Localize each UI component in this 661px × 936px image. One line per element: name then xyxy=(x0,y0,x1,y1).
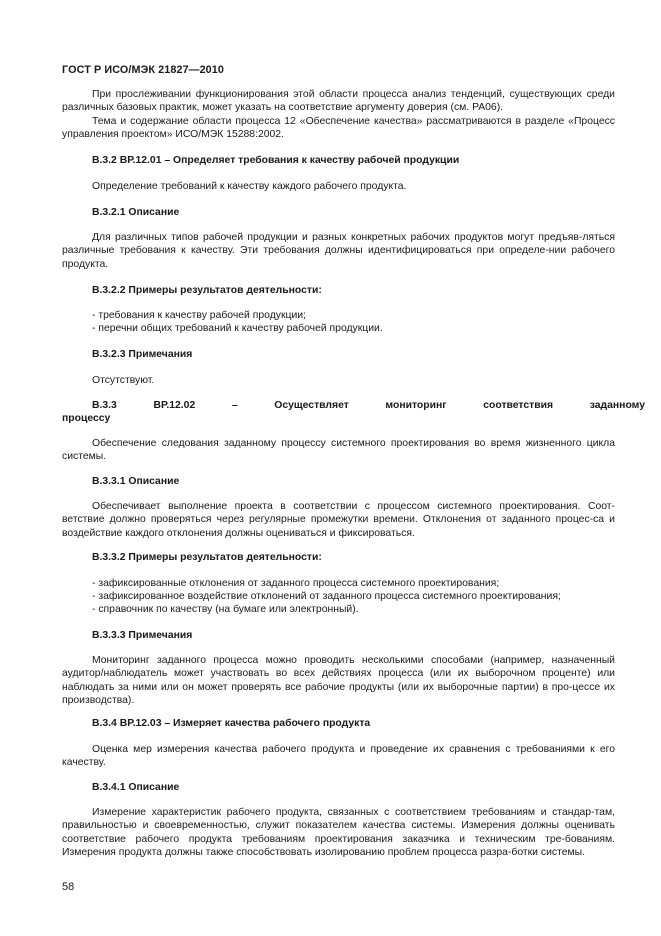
list-item: - требования к качеству рабочей продукции; xyxy=(92,310,306,321)
heading-b34: В.3.4 ВР.12.03 – Измеряет качества рабочего продукта xyxy=(92,718,371,729)
heading-b33: В.3.3 ВР.12.02 – Осуществляет мониторинг соответствия заданному xyxy=(92,400,645,411)
paragraph-b33: Обеспечение следования заданному процессу системного проектирования во время жизненного цикла системы. xyxy=(62,438,615,463)
heading-b33-continued: процессу xyxy=(62,413,111,424)
document-header: ГОСТ Р ИСО/МЭК 21827—2010 xyxy=(62,64,224,76)
list-item: - перечни общих требований к качеству рабочей продукции. xyxy=(92,323,383,334)
heading-b32: В.3.2 ВР.12.01 – Определяет требования к качеству рабочей продукции xyxy=(92,155,460,166)
heading-b322: В.3.2.2 Примеры результатов деятельности: xyxy=(92,285,322,296)
heading-b323: В.3.2.3 Примечания xyxy=(92,349,193,360)
heading-b332: В.3.3.2 Примеры результатов деятельности: xyxy=(92,552,322,563)
heading-b341: В.3.4.1 Описание xyxy=(92,782,180,793)
list-item: - зафиксированное воздействие отклонений от заданного процесса системного проектирования; xyxy=(92,591,561,602)
paragraph-b32: Определение требований к качеству каждого рабочего продукта. xyxy=(92,181,407,192)
list-item: - зафиксированные отклонения от заданного процесса системного проектирования; xyxy=(92,578,500,589)
paragraph-b333: Мониторинг заданного процесса можно проводить несколькими способами (например, назначенный аудитор/наблюдатель может участвовать во всех действиях процесса (или их выборочном проценте) или наблюдать за ними или он может проверять все рабочие продукты (или их выборочные партии) в про-цессе их производства). xyxy=(62,655,615,707)
paragraph-trend-analysis: При прослеживании функционирования этой области процесса анализ тенденций, существующих среди различных базовых практик, может указать на соответствие аргументу доверия (см. PA06). xyxy=(62,89,615,114)
paragraph-topic: Тема и содержание области процесса 12 «Обеспечение качества» рассматриваются в разделе «Процесс управления проектом» ИСО/МЭК 15288:2002. xyxy=(62,116,615,141)
heading-b331: В.3.3.1 Описание xyxy=(92,476,180,487)
heading-b321: В.3.2.1 Описание xyxy=(92,207,180,218)
paragraph-b323: Отсутствуют. xyxy=(92,375,155,386)
list-item: - справочник по качеству (на бумаге или электронный). xyxy=(92,604,359,615)
paragraph-b341: Измерение характеристик рабочего продукта, связанных с соответствием требованиям и стандар-там, правильностью и своевременностью, служит показателем качества системы. Измерения должны оценивать соответствие рабочего продукта требованиям проектирования заказчика и техническим тре-бованиям. Измерения продукта должны также способствовать изолированию проблем процесса разра-ботки системы. xyxy=(62,807,615,859)
heading-b333: В.3.3.3 Примечания xyxy=(92,630,193,641)
page-number: 58 xyxy=(62,881,75,893)
paragraph-b331: Обеспечивает выполнение проекта в соответствии с процессом системного проектирования. Соот-ветствие должно проверяться через регулярные промежутки времени. Отклонения от заданного процес-са и воздействие каждого отклонения должны оцениваться и фиксироваться. xyxy=(62,501,615,539)
paragraph-b34: Оценка мер измерения качества рабочего продукта и проведение их сравнения с требованиями к его качеству. xyxy=(62,744,615,769)
paragraph-b321: Для различных типов рабочей продукции и разных конкретных рабочих продуктов могут предъяв-ляться различные требования к качеству. Эти требования должны идентифицироваться при определе-нии рабочего продукта. xyxy=(62,232,615,270)
